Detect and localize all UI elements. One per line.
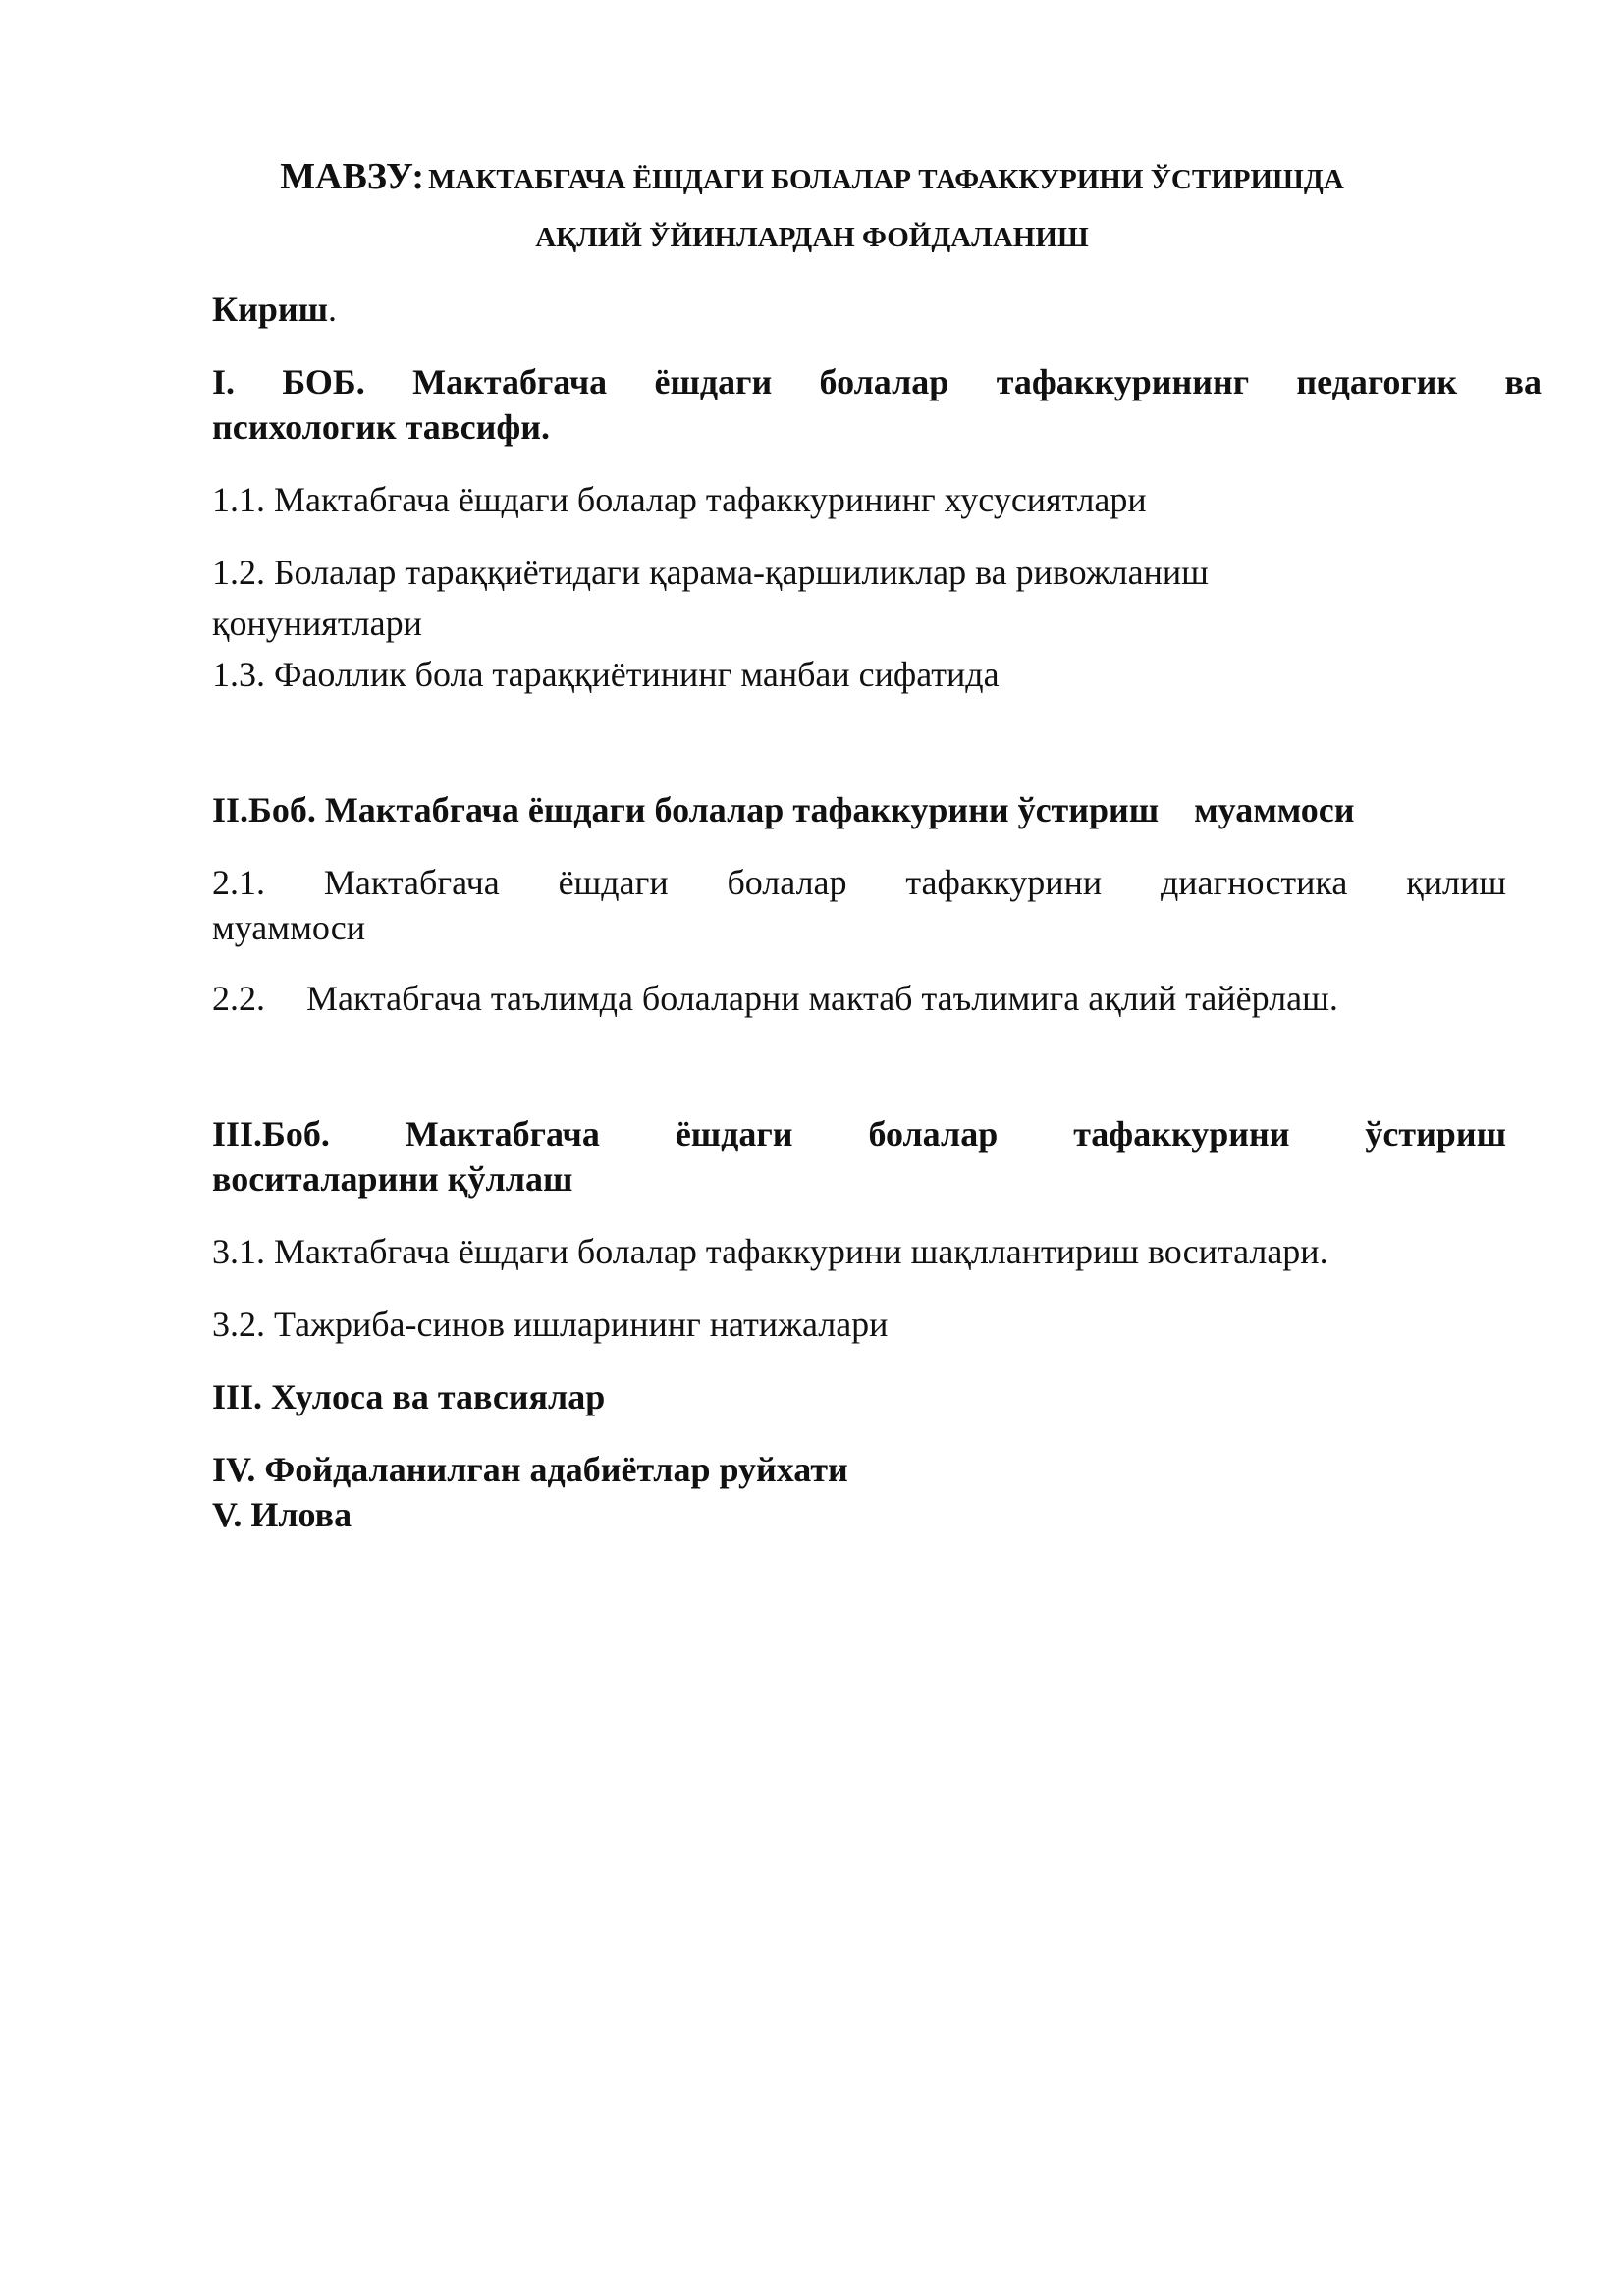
toc-section-2-1-line-1 — [212, 860, 1506, 905]
toc-chapter-1 — [212, 359, 1542, 450]
word: диагностика — [1160, 863, 1348, 902]
toc-appendix: V. Илова — [212, 1495, 352, 1534]
title-line-2: АҚЛИЙ ЎЙИНЛАРДАН ФОЙДАЛАНИШ — [535, 222, 1089, 253]
toc-chapter-3-line-2: воситаларини қўллаш — [212, 1159, 573, 1199]
toc-section-2-1 — [212, 860, 1506, 950]
title-prefix: МАВЗУ: — [280, 156, 425, 197]
word: ва — [1504, 362, 1542, 401]
toc-chapter-3 — [212, 1111, 1506, 1201]
toc-section-2-1-line-2: муаммоси — [212, 908, 365, 947]
toc-section-1-3: 1.3. Фаоллик бола тараққиётининг манбаи сифатида — [212, 655, 1000, 694]
toc-chapter-3-line-1 — [212, 1111, 1506, 1156]
word: ёшдаги — [675, 1114, 793, 1153]
word: I. — [212, 362, 236, 401]
word: қилиш — [1406, 863, 1506, 902]
toc-intro-label: Кириш — [212, 290, 329, 329]
word: III.Боб. — [212, 1114, 330, 1153]
word: ёшдаги — [558, 863, 669, 902]
toc-section-3-2: 3.2. Тажриба-синов ишларининг натижалари — [212, 1305, 889, 1344]
toc-section-2-2-number: 2.2. — [212, 979, 265, 1018]
toc-section-3-1: 3.1. Мактабгача ёшдаги болалар тафаккурини шақллантириш воситалари. — [212, 1232, 1328, 1271]
word: Мактабгача — [323, 863, 500, 902]
toc-section-1-2 — [212, 550, 1209, 646]
word: ёшдаги — [654, 362, 773, 401]
word: болалар — [727, 863, 847, 902]
toc-conclusion: III. Хулоса ва тавсиялар — [212, 1377, 606, 1416]
word: 2.1. — [212, 863, 265, 902]
word: Мактабгача — [412, 362, 608, 401]
toc-intro — [212, 287, 337, 332]
word: ўстириш — [1365, 1114, 1506, 1153]
word: БОБ. — [282, 362, 365, 401]
word: тафаккурини — [905, 863, 1103, 902]
toc-section-1-2-line-2: қонуниятлари — [212, 604, 422, 643]
toc-section-1-1: 1.1. Мактабгача ёшдаги болалар тафаккурининг хусусиятлари — [212, 480, 1147, 519]
word: болалар — [819, 362, 949, 401]
word: болалар — [868, 1114, 999, 1153]
title-line-1 — [0, 155, 1624, 198]
word: тафаккурини — [1073, 1114, 1290, 1153]
word: тафаккурининг — [996, 362, 1250, 401]
toc-chapter-2: II.Боб. Мактабгача ёшдаги болалар тафаккурини ўстириш муаммоси — [212, 790, 1355, 829]
toc-section-1-2-line-1: 1.2. Болалар тараққиётидаги қарама-қаршиликлар ва ривожланиш — [212, 553, 1209, 592]
toc-chapter-1-line-2: психологик тавсифи. — [212, 407, 551, 447]
toc-section-2-2 — [212, 976, 1338, 1021]
toc-section-2-2-text: Мактабгача таълимда болаларни мактаб таълимига ақлий тайёрлаш. — [306, 979, 1338, 1018]
toc-references: IV. Фойдаланилган адабиётлар руйхати — [212, 1450, 848, 1489]
toc-intro-dot: . — [328, 290, 338, 329]
word: Мактабгача — [405, 1114, 600, 1153]
toc-chapter-1-line-1 — [212, 359, 1542, 404]
title-line-1-text: МАКТАБГАЧА ЁШДАГИ БОЛАЛАР ТАФАККУРИНИ ЎСТИРИШДА — [428, 164, 1344, 195]
word: педагогик — [1296, 362, 1458, 401]
